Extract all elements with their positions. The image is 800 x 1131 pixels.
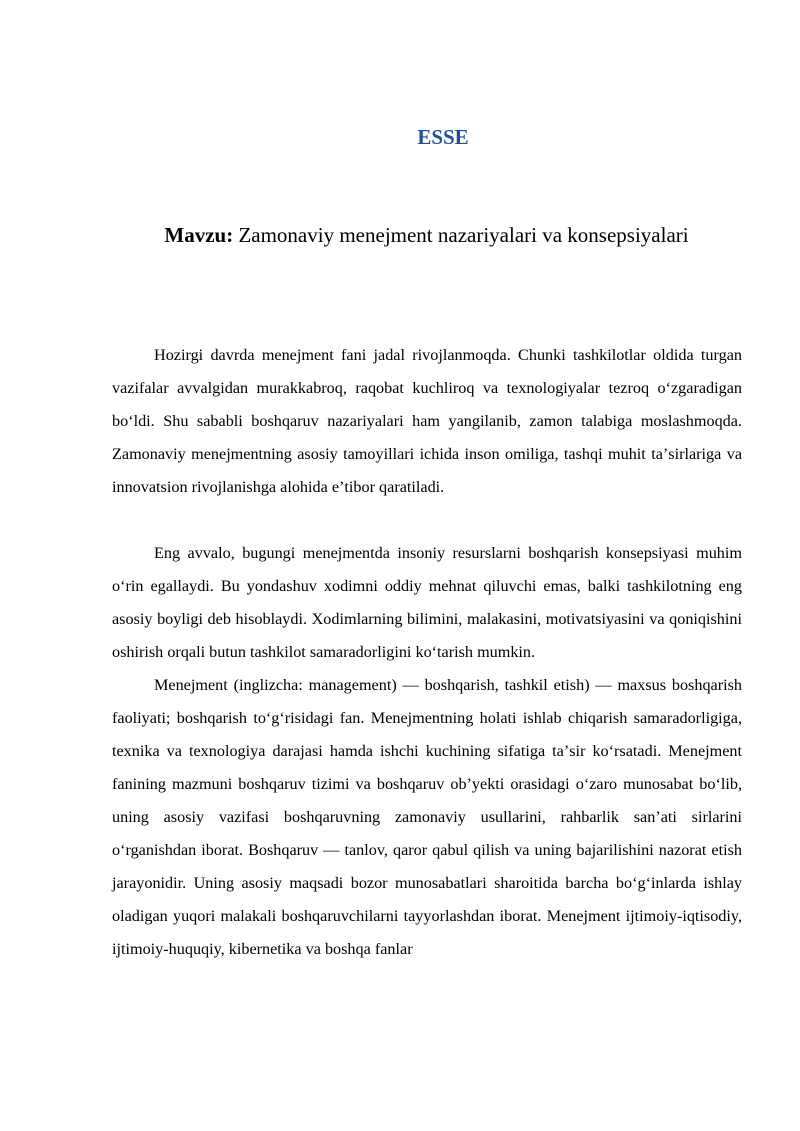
paragraph-management-definition: Menejment (inglizcha: management) — boshqarish, tashkil etish) — maxsus boshqarish faoliyati; boshqarish toʻgʻrisidagi fan. Menejmentning holati ishlab chiqarish samaradorligiga, texnika va texnologiya darajasi hamda ishchi kuchining sifatiga taʼsir koʻrsatadi. Menejment fanining mazmuni boshqaruv tizimi va boshqaruv obʼyekti orasidagi oʻzaro munosabat boʻlib, uning asosiy vazifasi boshqaruvning zamonaviy usullarini, rahbarlik sanʼati sirlarini oʻrganishdan iborat. Boshqaruv — tanlov, qaror qabul qilish va uning bajarilishini nazorat etish jarayonidir. Uning asosiy maqsadi bozor munosabatlari sharoitida barcha boʻgʻinlarda ishlay oladigan yuqori malakali boshqaruvchilarni tayyorlashdan iborat. Menejment ijtimoiy-iqtisodiy, ijtimoiy-huquqiy, kibernetika va boshqa fanlar: [112, 676, 742, 958]
topic-label: Mavzu:: [164, 223, 234, 247]
topic-line: [90, 216, 763, 254]
topic-text: Zamonaviy menejment nazariyalari va konsepsiyalari: [238, 223, 689, 247]
page-title: ESSE: [417, 125, 469, 149]
essay-body: [112, 339, 742, 966]
paragraph-human-resources: Eng avvalo, bugungi menejmentda insoniy resurslarni boshqarish konsepsiyasi muhim oʻrin egallaydi. Bu yondashuv xodimni oddiy mehnat qiluvchi emas, balki tashkilotning eng asosiy boyligi deb hisoblaydi. Xodimlarning bilimini, malakasini, motivatsiyasini va qoniqishini oshirish orqali butun tashkilot samaradorligini koʻtarish mumkin.: [112, 544, 742, 661]
paragraph-intro: Hozirgi davrda menejment fani jadal rivojlanmoqda. Chunki tashkilotlar oldida turgan vazifalar avvalgidan murakkabroq, raqobat kuchliroq va texnologiyalar tezroq oʻzgaradigan boʻldi. Shu sababli boshqaruv nazariyalari ham yangilanib, zamon talabiga moslashmoqda. Zamonaviy menejmentning asosiy tamoyillari ichida inson omiliga, tashqi muhit taʼsirlariga va innovatsion rivojlanishga alohida eʼtibor qaratiladi.: [112, 346, 742, 496]
